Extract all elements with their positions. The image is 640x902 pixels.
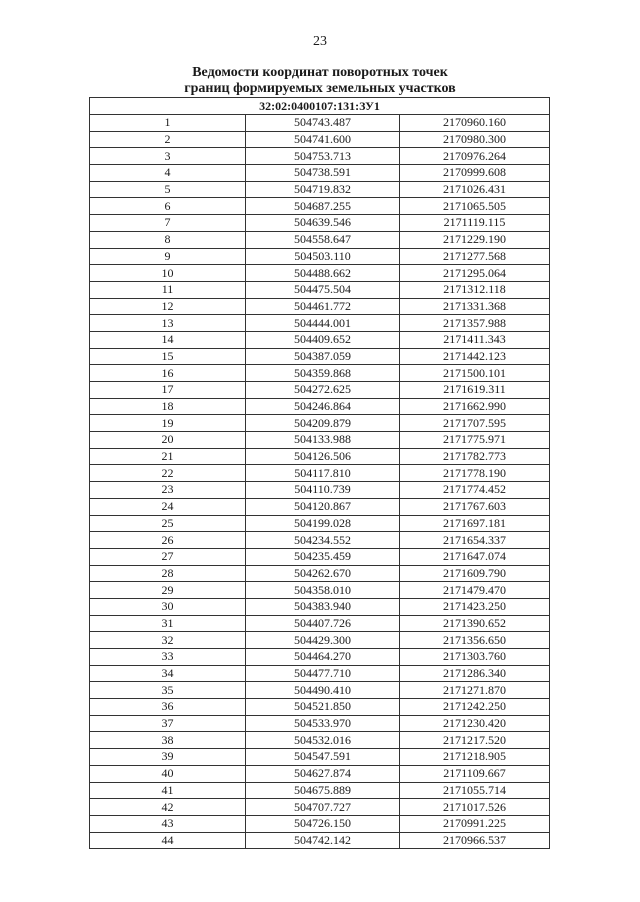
y-coordinate-cell: 2171119.115 [400, 215, 550, 232]
point-number-cell: 5 [90, 181, 246, 198]
table-row [90, 682, 550, 699]
table-row [90, 181, 550, 198]
point-number-cell: 39 [90, 749, 246, 766]
y-coordinate-cell: 2171331.368 [400, 298, 550, 315]
y-coordinate-cell: 2171609.790 [400, 565, 550, 582]
y-coordinate-cell: 2171778.190 [400, 465, 550, 482]
y-coordinate-cell: 2171647.074 [400, 548, 550, 565]
table-row [90, 432, 550, 449]
point-number-cell: 18 [90, 398, 246, 415]
x-coordinate-cell: 504409.652 [246, 331, 400, 348]
y-coordinate-cell: 2171229.190 [400, 231, 550, 248]
point-number-cell: 41 [90, 782, 246, 799]
point-number-cell: 20 [90, 432, 246, 449]
table-row [90, 215, 550, 232]
x-coordinate-cell: 504359.868 [246, 365, 400, 382]
point-number-cell: 4 [90, 165, 246, 182]
x-coordinate-cell: 504675.889 [246, 782, 400, 799]
x-coordinate-cell: 504726.150 [246, 815, 400, 832]
y-coordinate-cell: 2170999.608 [400, 165, 550, 182]
table-row [90, 598, 550, 615]
x-coordinate-cell: 504126.506 [246, 448, 400, 465]
x-coordinate-cell: 504741.600 [246, 131, 400, 148]
table-row [90, 315, 550, 332]
table-row [90, 582, 550, 599]
point-number-cell: 28 [90, 565, 246, 582]
table-row [90, 231, 550, 248]
point-number-cell: 37 [90, 715, 246, 732]
point-number-cell: 6 [90, 198, 246, 215]
point-number-cell: 1 [90, 115, 246, 132]
point-number-cell: 22 [90, 465, 246, 482]
point-number-cell: 13 [90, 315, 246, 332]
point-number-cell: 10 [90, 265, 246, 282]
point-number-cell: 8 [90, 231, 246, 248]
x-coordinate-cell: 504475.504 [246, 281, 400, 298]
x-coordinate-cell: 504117.810 [246, 465, 400, 482]
x-coordinate-cell: 504533.970 [246, 715, 400, 732]
y-coordinate-cell: 2171271.870 [400, 682, 550, 699]
point-number-cell: 34 [90, 665, 246, 682]
table-row [90, 532, 550, 549]
table-row [90, 198, 550, 215]
table-row [90, 281, 550, 298]
document-title [0, 65, 640, 97]
x-coordinate-cell: 504429.300 [246, 632, 400, 649]
point-number-cell: 16 [90, 365, 246, 382]
point-number-cell: 15 [90, 348, 246, 365]
y-coordinate-cell: 2171295.064 [400, 265, 550, 282]
y-coordinate-cell: 2171782.773 [400, 448, 550, 465]
table-row [90, 148, 550, 165]
table-row [90, 265, 550, 282]
table-row [90, 515, 550, 532]
x-coordinate-cell: 504461.772 [246, 298, 400, 315]
table-row [90, 649, 550, 666]
table-row [90, 749, 550, 766]
y-coordinate-cell: 2170966.537 [400, 832, 550, 849]
point-number-cell: 19 [90, 415, 246, 432]
table-row [90, 765, 550, 782]
point-number-cell: 14 [90, 331, 246, 348]
coordinates-table [89, 97, 550, 849]
table-row [90, 115, 550, 132]
table-row [90, 565, 550, 582]
x-coordinate-cell: 504272.625 [246, 382, 400, 399]
table-row [90, 298, 550, 315]
x-coordinate-cell: 504503.110 [246, 248, 400, 265]
table-row [90, 365, 550, 382]
y-coordinate-cell: 2171230.420 [400, 715, 550, 732]
x-coordinate-cell: 504407.726 [246, 615, 400, 632]
x-coordinate-cell: 504262.670 [246, 565, 400, 582]
table-row [90, 632, 550, 649]
x-coordinate-cell: 504477.710 [246, 665, 400, 682]
table-row [90, 832, 550, 849]
point-number-cell: 36 [90, 699, 246, 716]
point-number-cell: 11 [90, 281, 246, 298]
point-number-cell: 9 [90, 248, 246, 265]
point-number-cell: 29 [90, 582, 246, 599]
x-coordinate-cell: 504383.940 [246, 598, 400, 615]
x-coordinate-cell: 504110.739 [246, 482, 400, 499]
table-row [90, 699, 550, 716]
y-coordinate-cell: 2171479.470 [400, 582, 550, 599]
point-number-cell: 25 [90, 515, 246, 532]
point-number-cell: 31 [90, 615, 246, 632]
table-row [90, 415, 550, 432]
point-number-cell: 42 [90, 799, 246, 816]
point-number-cell: 40 [90, 765, 246, 782]
x-coordinate-cell: 504687.255 [246, 198, 400, 215]
y-coordinate-cell: 2171026.431 [400, 181, 550, 198]
x-coordinate-cell: 504490.410 [246, 682, 400, 699]
point-number-cell: 17 [90, 382, 246, 399]
point-number-cell: 27 [90, 548, 246, 565]
point-number-cell: 43 [90, 815, 246, 832]
x-coordinate-cell: 504234.552 [246, 532, 400, 549]
point-number-cell: 30 [90, 598, 246, 615]
x-coordinate-cell: 504235.459 [246, 548, 400, 565]
table-row [90, 782, 550, 799]
y-coordinate-cell: 2171242.250 [400, 699, 550, 716]
x-coordinate-cell: 504742.142 [246, 832, 400, 849]
x-coordinate-cell: 504547.591 [246, 749, 400, 766]
y-coordinate-cell: 2171217.520 [400, 732, 550, 749]
point-number-cell: 44 [90, 832, 246, 849]
table-row [90, 382, 550, 399]
y-coordinate-cell: 2171654.337 [400, 532, 550, 549]
x-coordinate-cell: 504753.713 [246, 148, 400, 165]
point-number-cell: 12 [90, 298, 246, 315]
y-coordinate-cell: 2171109.667 [400, 765, 550, 782]
parcel-id: 32:02:0400107:131:ЗУ1 [90, 98, 550, 115]
point-number-cell: 32 [90, 632, 246, 649]
y-coordinate-cell: 2171357.988 [400, 315, 550, 332]
table-row [90, 815, 550, 832]
y-coordinate-cell: 2171055.714 [400, 782, 550, 799]
table-row [90, 715, 550, 732]
y-coordinate-cell: 2170976.264 [400, 148, 550, 165]
y-coordinate-cell: 2171775.971 [400, 432, 550, 449]
parcel-header-row [90, 98, 550, 115]
x-coordinate-cell: 504199.028 [246, 515, 400, 532]
point-number-cell: 35 [90, 682, 246, 699]
x-coordinate-cell: 504639.546 [246, 215, 400, 232]
x-coordinate-cell: 504209.879 [246, 415, 400, 432]
table-row [90, 248, 550, 265]
title-line-1: Ведомости координат поворотных точек [192, 65, 448, 80]
y-coordinate-cell: 2171707.595 [400, 415, 550, 432]
y-coordinate-cell: 2171356.650 [400, 632, 550, 649]
table-row [90, 498, 550, 515]
x-coordinate-cell: 504521.850 [246, 699, 400, 716]
title-line-2: границ формируемых земельных участков [184, 81, 456, 96]
y-coordinate-cell: 2171390.652 [400, 615, 550, 632]
y-coordinate-cell: 2171277.568 [400, 248, 550, 265]
table-row [90, 548, 550, 565]
table-row [90, 799, 550, 816]
y-coordinate-cell: 2170960.160 [400, 115, 550, 132]
y-coordinate-cell: 2171662.990 [400, 398, 550, 415]
y-coordinate-cell: 2170980.300 [400, 131, 550, 148]
table-row [90, 131, 550, 148]
point-number-cell: 33 [90, 649, 246, 666]
table-row [90, 448, 550, 465]
y-coordinate-cell: 2170991.225 [400, 815, 550, 832]
x-coordinate-cell: 504387.059 [246, 348, 400, 365]
y-coordinate-cell: 2171218.905 [400, 749, 550, 766]
x-coordinate-cell: 504464.270 [246, 649, 400, 666]
x-coordinate-cell: 504738.591 [246, 165, 400, 182]
x-coordinate-cell: 504743.487 [246, 115, 400, 132]
point-number-cell: 7 [90, 215, 246, 232]
point-number-cell: 24 [90, 498, 246, 515]
point-number-cell: 38 [90, 732, 246, 749]
table-row [90, 465, 550, 482]
table-row [90, 331, 550, 348]
y-coordinate-cell: 2171065.505 [400, 198, 550, 215]
y-coordinate-cell: 2171774.452 [400, 482, 550, 499]
x-coordinate-cell: 504120.867 [246, 498, 400, 515]
point-number-cell: 21 [90, 448, 246, 465]
y-coordinate-cell: 2171303.760 [400, 649, 550, 666]
table-row [90, 732, 550, 749]
table-row [90, 348, 550, 365]
point-number-cell: 23 [90, 482, 246, 499]
x-coordinate-cell: 504133.988 [246, 432, 400, 449]
x-coordinate-cell: 504488.662 [246, 265, 400, 282]
table-row [90, 165, 550, 182]
x-coordinate-cell: 504358.010 [246, 582, 400, 599]
y-coordinate-cell: 2171017.526 [400, 799, 550, 816]
x-coordinate-cell: 504627.874 [246, 765, 400, 782]
y-coordinate-cell: 2171312.118 [400, 281, 550, 298]
point-number-cell: 3 [90, 148, 246, 165]
y-coordinate-cell: 2171767.603 [400, 498, 550, 515]
table-row [90, 482, 550, 499]
x-coordinate-cell: 504558.647 [246, 231, 400, 248]
point-number-cell: 2 [90, 131, 246, 148]
y-coordinate-cell: 2171500.101 [400, 365, 550, 382]
x-coordinate-cell: 504707.727 [246, 799, 400, 816]
x-coordinate-cell: 504719.832 [246, 181, 400, 198]
table-row [90, 665, 550, 682]
x-coordinate-cell: 504444.001 [246, 315, 400, 332]
x-coordinate-cell: 504532.016 [246, 732, 400, 749]
table-row [90, 615, 550, 632]
y-coordinate-cell: 2171619.311 [400, 382, 550, 399]
y-coordinate-cell: 2171442.123 [400, 348, 550, 365]
y-coordinate-cell: 2171411.343 [400, 331, 550, 348]
point-number-cell: 26 [90, 532, 246, 549]
y-coordinate-cell: 2171423.250 [400, 598, 550, 615]
y-coordinate-cell: 2171697.181 [400, 515, 550, 532]
x-coordinate-cell: 504246.864 [246, 398, 400, 415]
table-row [90, 398, 550, 415]
page-number: 23 [313, 34, 327, 49]
y-coordinate-cell: 2171286.340 [400, 665, 550, 682]
